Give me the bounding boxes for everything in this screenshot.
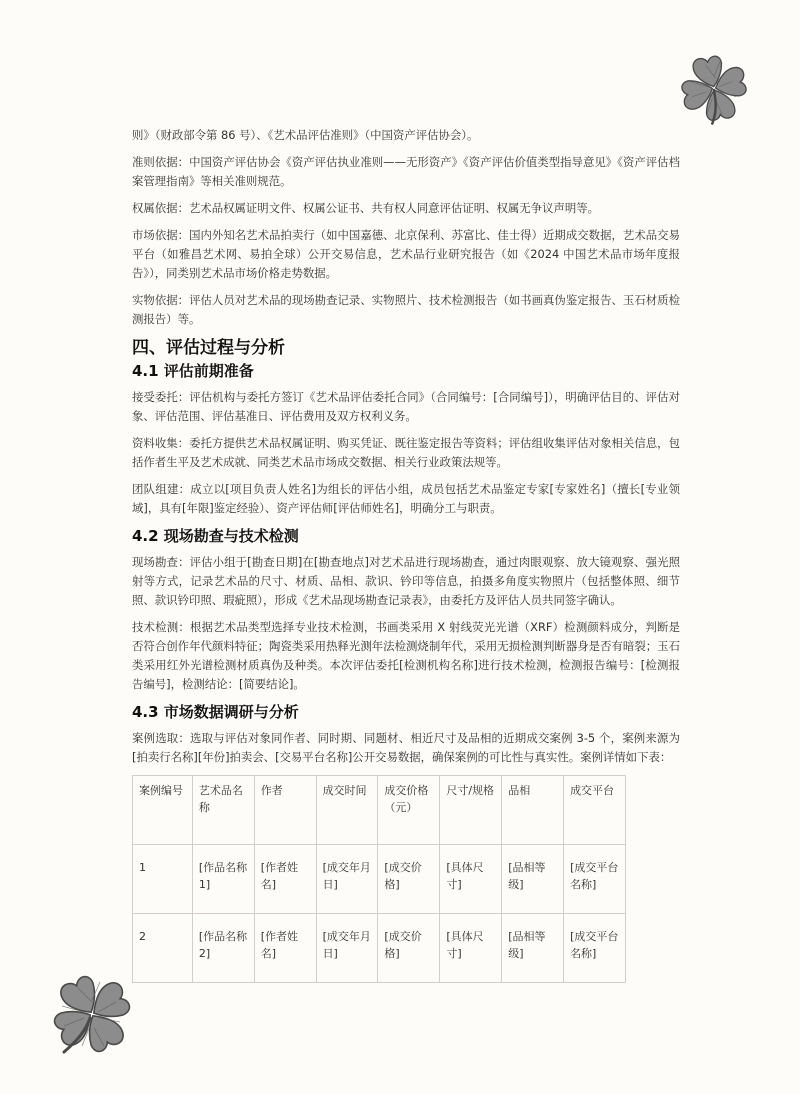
- table-cell: [作品名称 2]: [192, 914, 254, 983]
- subsection-title-preparation: 4.1 评估前期准备: [132, 362, 254, 380]
- paragraph-case-selection: 案例选取：选取与评估对象同作者、同时期、同题材、相近尺寸及品相的近期成交案例 3-5 个，案例来源为[拍卖行名称][年份]拍卖会、[交易平台名称]公开交易数据，确保案例的可比性与真实性。案例详情如下表：: [132, 731, 680, 764]
- table-cell: [品相等级]: [502, 845, 564, 914]
- paragraph-team-building: 团队组建：成立以[项目负责人姓名]为组长的评估小组，成员包括艺术品鉴定专家[专家姓名]（擅长[专业领域]，具有[年限]鉴定经验）、资产评估师[评估师姓名]，明确分工与职责。: [132, 482, 680, 515]
- table-row: [133, 845, 626, 914]
- table-cell: [成交年月日]: [316, 914, 378, 983]
- paragraph-data-collection: 资料收集：委托方提供艺术品权属证明、购买凭证、既往鉴定报告等资料；评估组收集评估对象相关信息，包括作者生平及艺术成就、同类艺术品市场成交数据、相关行业政策法规等。: [132, 436, 680, 469]
- subsection-title-market-research: 4.3 市场数据调研与分析: [132, 703, 299, 721]
- paragraph-physical-basis: 实物依据：评估人员对艺术品的现场勘查记录、实物照片、技术检测报告（如书画真伪鉴定报告、玉石材质检测报告）等。: [132, 293, 680, 326]
- four-leaf-clover-icon: [42, 966, 142, 1066]
- table-header-cell: 品相: [502, 776, 564, 845]
- table-header-cell: 尺寸/规格: [440, 776, 502, 845]
- table-header-row: [133, 776, 626, 845]
- table-cell: [成交平台名称]: [564, 914, 626, 983]
- table-cell: [具体尺寸]: [440, 914, 502, 983]
- paragraph-technical-testing: 技术检测：根据艺术品类型选择专业技术检测，书画类采用 X 射线荧光光谱（XRF）检测颜料成分，判断是否符合创作年代颜料特征；陶瓷类采用热释光测年法检测烧制年代，采用无损检测判断器身是否有暗裂；玉石类采用红外光谱检测材质真伪及种类。本次评估委托[检测机构名称]进行技术检测，检测报告编号：[检测报告编号]，检测结论：[简要结论]。: [132, 620, 680, 691]
- table-cell: [成交价格]: [378, 845, 440, 914]
- table-cell: [成交平台名称]: [564, 845, 626, 914]
- table-cell: [作者姓名]: [254, 845, 316, 914]
- table-cell: [作者姓名]: [254, 914, 316, 983]
- paragraph-standards-basis: 准则依据：中国资产评估协会《资产评估执业准则——无形资产》《资产评估价值类型指导意见》《资产评估档案管理指南》等相关准则规范。: [132, 155, 680, 188]
- table-header-cell: 案例编号: [133, 776, 193, 845]
- table-header-cell: 成交平台: [564, 776, 626, 845]
- table-cell: [成交年月日]: [316, 845, 378, 914]
- table-header-cell: 作者: [254, 776, 316, 845]
- subsection-title-site-inspection: 4.2 现场勘查与技术检测: [132, 527, 299, 545]
- table-header-cell: 艺术品名称: [192, 776, 254, 845]
- paragraph-market-basis: 市场依据：国内外知名艺术品拍卖行（如中国嘉德、北京保利、苏富比、佳士得）近期成交数据，艺术品交易平台（如雅昌艺术网、易拍全球）公开交易信息，艺术品行业研究报告（如《2024 中国艺术品市场年度报告》），同类别艺术品市场价格走势数据。: [132, 228, 680, 280]
- four-leaf-clover-icon: [672, 48, 756, 132]
- case-table: [132, 775, 626, 983]
- paragraph-ownership-basis: 权属依据：艺术品权属证明文件、权属公证书、共有权人同意评估证明、权属无争议声明等。: [132, 201, 600, 215]
- table-header-cell: 成交价格（元）: [378, 776, 440, 845]
- document-body: [132, 126, 680, 983]
- table-cell: 2: [133, 914, 193, 983]
- paragraph-accept-commission: 接受委托：评估机构与委托方签订《艺术品评估委托合同》（合同编号：[合同编号]），明确评估目的、评估对象、评估范围、评估基准日、评估费用及双方权利义务。: [132, 390, 680, 423]
- table-cell: [具体尺寸]: [440, 845, 502, 914]
- paragraph-regulation-continued: 则》（财政部令第 86 号）、《艺术品评估准则》（中国资产评估协会）。: [132, 128, 479, 142]
- table-row: [133, 914, 626, 983]
- paragraph-site-inspection: 现场勘查：评估小组于[勘查日期]在[勘查地点]对艺术品进行现场勘查，通过肉眼观察、放大镜观察、强光照射等方式，记录艺术品的尺寸、材质、品相、款识、钤印等信息，拍摄多角度实物照片（包括整体照、细节照、款识钤印照、瑕疵照），形成《艺术品现场勘查记录表》，由委托方及评估人员共同签字确认。: [132, 555, 680, 607]
- table-cell: [成交价格]: [378, 914, 440, 983]
- table-cell: 1: [133, 845, 193, 914]
- table-cell: [作品名称 1]: [192, 845, 254, 914]
- table-cell: [品相等级]: [502, 914, 564, 983]
- table-header-cell: 成交时间: [316, 776, 378, 845]
- section-title-evaluation-process: 四、评估过程与分析: [132, 338, 285, 358]
